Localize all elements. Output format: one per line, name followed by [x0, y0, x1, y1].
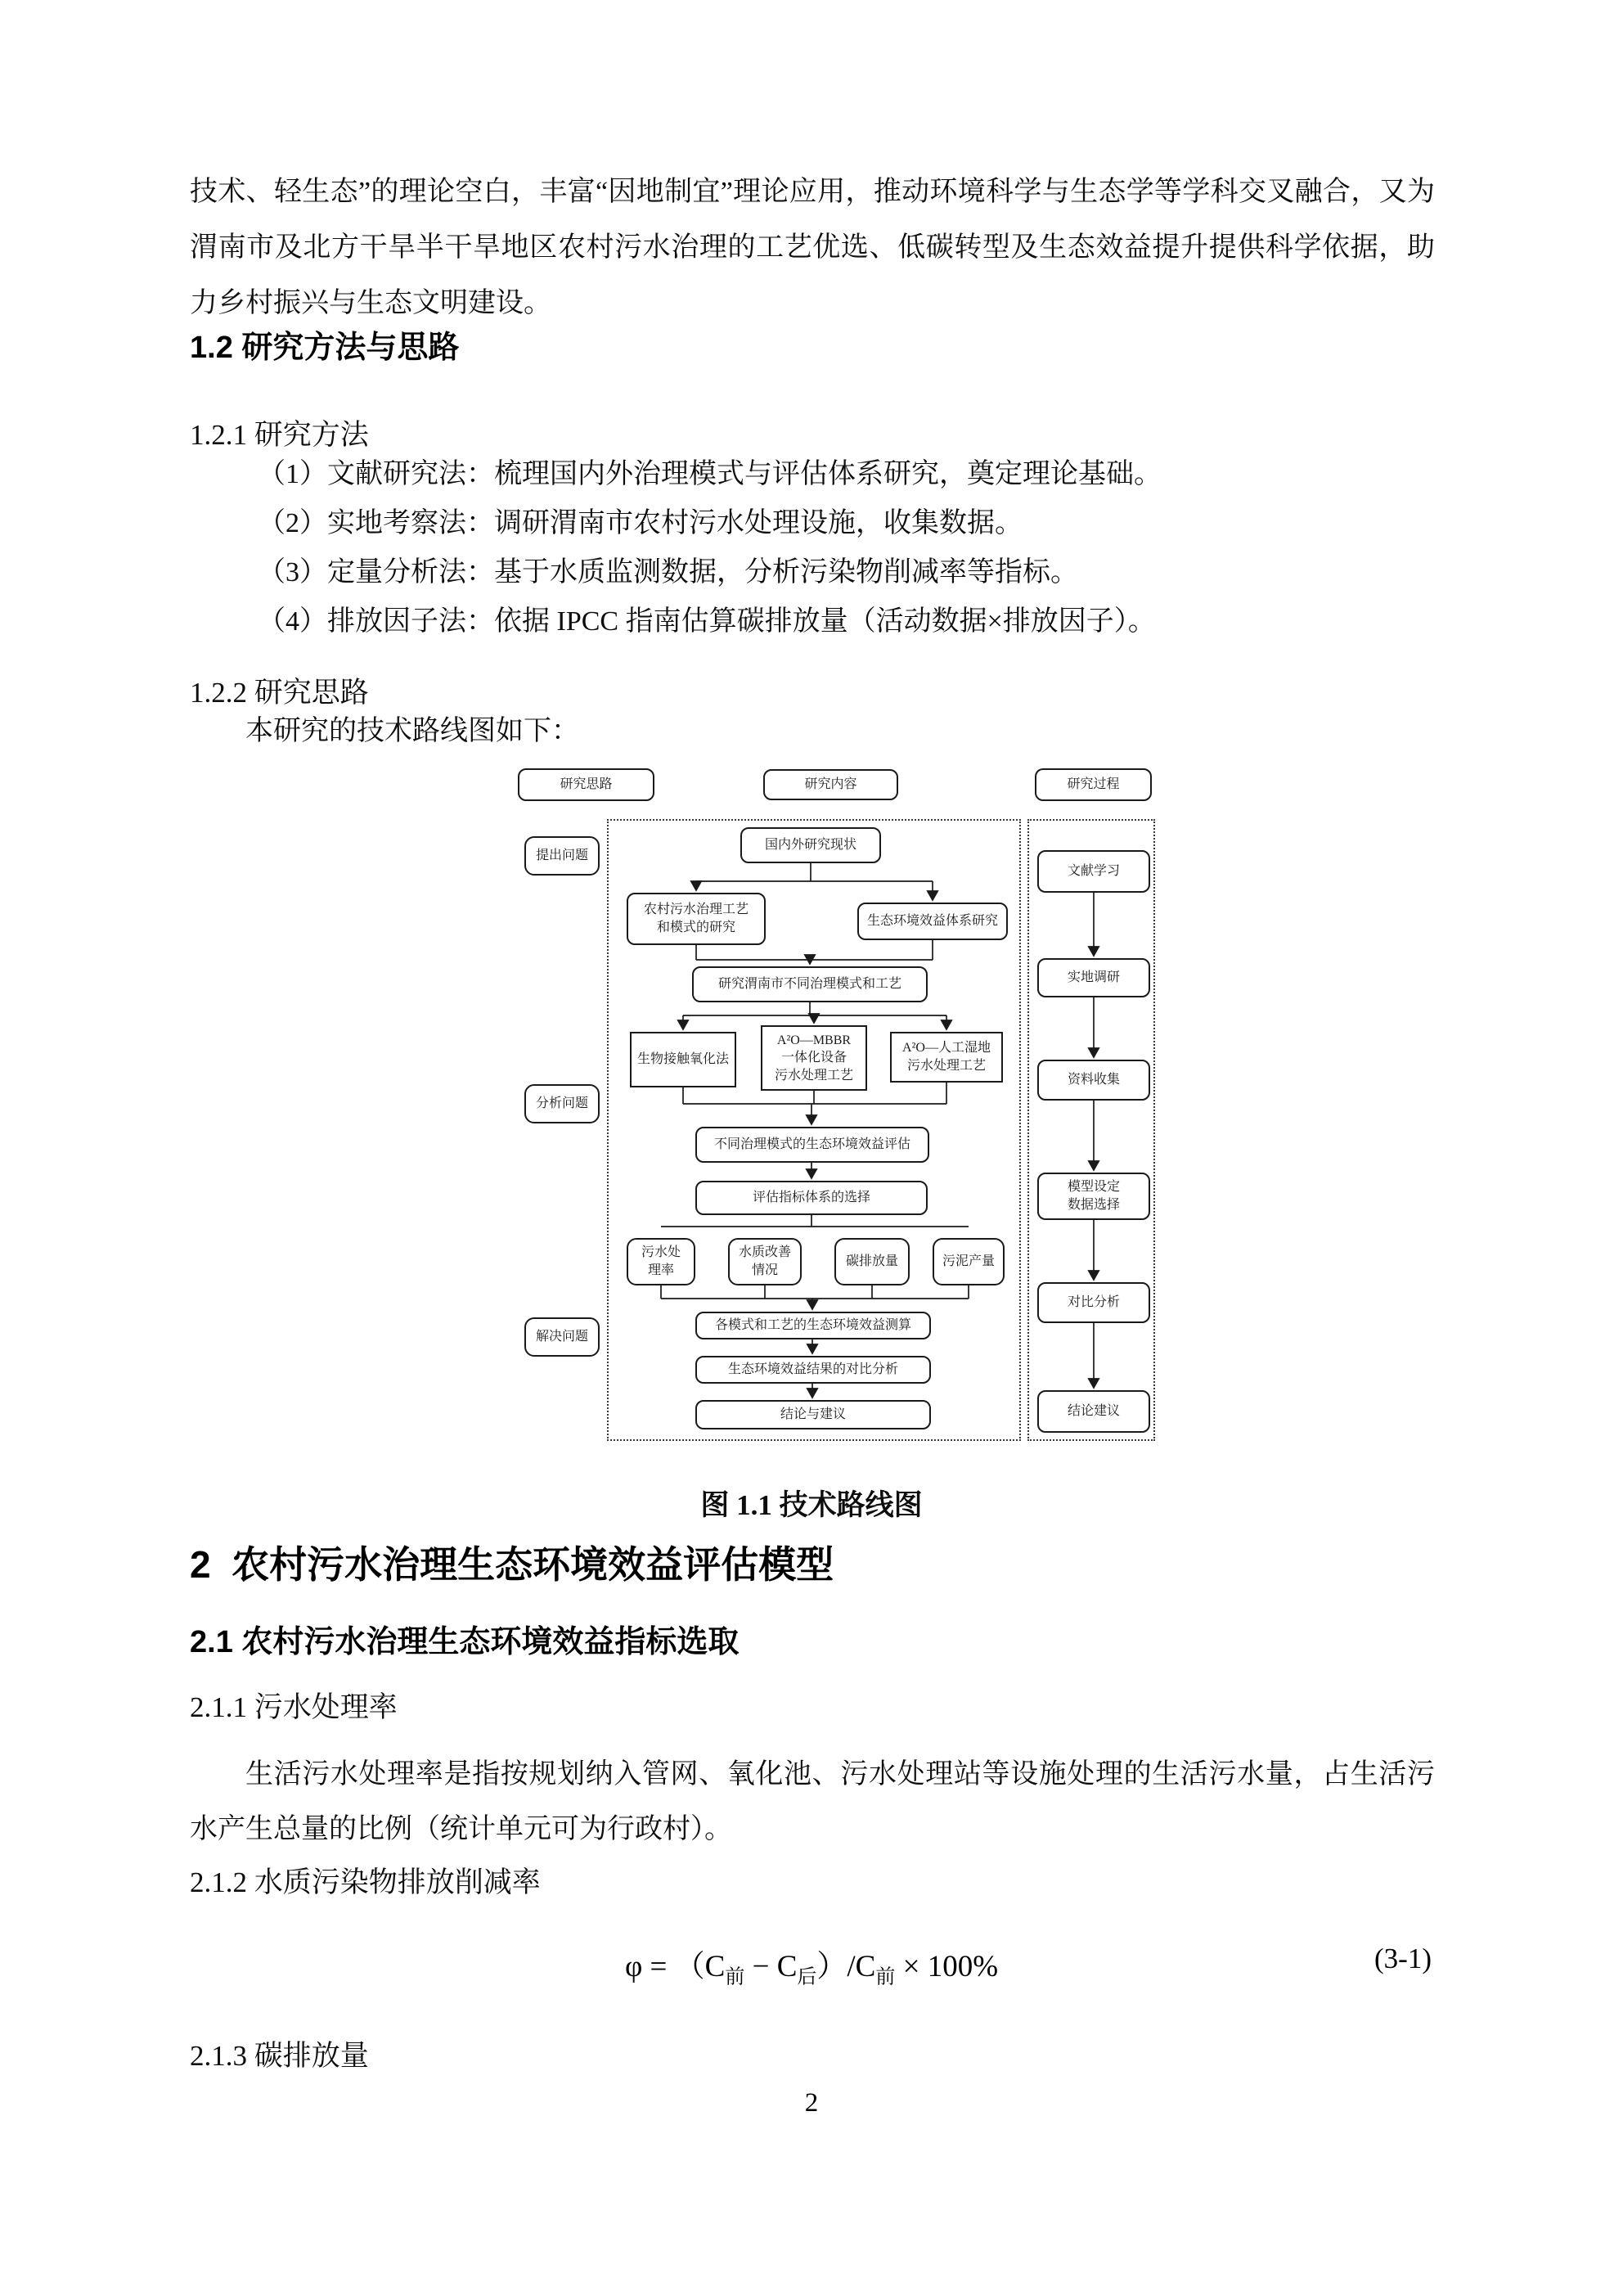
equation-subscript: 后 [797, 1966, 817, 1988]
equation-3-1 [0, 1941, 1623, 1988]
flow-node-label: 碳排放量 [845, 1254, 898, 1269]
flow-node-label: A²O—MBBR [776, 1033, 852, 1047]
flow-node-label: 不同治理模式的生态环境效益评估 [713, 1137, 910, 1152]
paragraph-2-1-1: 生活污水处理率是指按规划纳入管网、氧化池、污水处理站等设施处理的生活污水量，占生活污水产生总量的比例（统计单元可为行政村）。 [190, 1759, 1435, 1844]
flow-node-conclusion-suggestion [695, 1400, 931, 1429]
equation-part: ）/C [816, 1950, 876, 1983]
flow-node-indicator-selection [695, 1181, 928, 1215]
heading-chapter-2: 2 农村污水治理生态环境效益评估模型 [190, 1543, 834, 1586]
flow-node-label: 和模式的研究 [656, 921, 735, 934]
flow-header-label: 研究过程 [1067, 777, 1120, 792]
equation-part: × 100% [895, 1950, 999, 1983]
flow-node-label: 国内外研究现状 [764, 838, 856, 853]
flow-node-research-status [740, 827, 881, 863]
equation-subscript: 前 [875, 1966, 896, 1988]
flow-step-label: 模型设定 [1067, 1180, 1120, 1195]
heading-1-2-2: 1.2.2 研究思路 [190, 677, 369, 709]
flow-step-label: 资料收集 [1067, 1073, 1120, 1087]
flow-node-label: 生态环境效益结果的对比分析 [727, 1362, 898, 1377]
page-number: 2 [804, 2088, 819, 2118]
heading-1-2: 1.2 研究方法与思路 [190, 331, 460, 365]
flow-node-label: 污泥产量 [942, 1254, 995, 1269]
flow-node-label: 生态环境效益体系研究 [866, 914, 998, 929]
flow-node-label: 污水处理工艺 [774, 1068, 853, 1083]
flow-node-label: 各模式和工艺的生态环境效益测算 [714, 1318, 911, 1333]
flow-node-label: 情况 [751, 1263, 778, 1277]
flow-node-label: 水质改善 [738, 1245, 791, 1260]
equation-part: − C [744, 1950, 798, 1983]
flow-header-research-idea [518, 768, 654, 801]
equation-subscript: 前 [725, 1966, 745, 1988]
flow-node-eco-benefit-system [857, 903, 1008, 940]
equation-part: φ = （C [624, 1950, 726, 1983]
flow-node-a2o-mbbr [761, 1025, 867, 1091]
flow-node-biological-contact-oxidation [630, 1032, 736, 1087]
heading-2-1-2: 2.1.2 水质污染物排放削减率 [190, 1866, 541, 1898]
flow-node-label: A²O—人工湿地 [902, 1041, 991, 1056]
flow-step-literature-study [1037, 850, 1150, 893]
flow-step-model-setting [1037, 1173, 1150, 1220]
flow-header-research-content [763, 769, 898, 800]
flow-stage-label: 解决问题 [535, 1330, 588, 1344]
flow-step-data-collection [1037, 1060, 1150, 1101]
flow-node-a2o-wetland [890, 1032, 1003, 1083]
flow-header-label: 研究思路 [560, 777, 613, 792]
flow-step-label: 结论建议 [1067, 1404, 1120, 1419]
flow-step-label: 文献学习 [1067, 864, 1120, 879]
method-list [258, 458, 1436, 655]
flow-node-label: 污水处理工艺 [906, 1059, 986, 1073]
flow-step-label: 数据选择 [1067, 1198, 1120, 1212]
flow-node-label: 理率 [647, 1263, 674, 1277]
flow-node-label: 污水处 [641, 1245, 681, 1260]
flow-stage-solve-question [524, 1317, 600, 1357]
flow-stage-analyze-question [524, 1084, 600, 1123]
method-item-1: （1）文献研究法：梳理国内外治理模式与评估体系研究，奠定理论基础。 [258, 459, 1162, 489]
flow-step-label: 对比分析 [1067, 1295, 1120, 1310]
equation-expression [624, 1950, 999, 1988]
intro-paragraph: 技术、轻生态”的理论空白，丰富“因地制宜”理论应用，推动环境科学与生态学等学科交叉融合，又为渭南市及北方干旱半干旱地区农村污水治理的工艺优选、低碳转型及生态效益提升提供科学依据，助力乡村振兴与生态文明建设。 [190, 177, 1435, 318]
heading-2-1-3: 2.1.3 碳排放量 [190, 2040, 369, 2072]
flow-stage-label: 提出问题 [535, 849, 588, 863]
flow-header-research-process [1035, 768, 1152, 801]
figure-caption: 图 1.1 技术路线图 [700, 1489, 923, 1521]
roadmap-lead: 本研究的技术路线图如下： [245, 716, 579, 746]
flow-node-sewage-treatment-rate [627, 1238, 695, 1285]
flow-node-carbon-emission [834, 1238, 910, 1285]
heading-1-2-1: 1.2.1 研究方法 [190, 419, 369, 451]
flow-node-label: 结论与建议 [780, 1407, 846, 1422]
heading-2-1-1: 2.1.1 污水处理率 [190, 1691, 398, 1723]
flow-step-field-research [1037, 958, 1150, 997]
method-item-2: （2）实地考察法：调研渭南市农村污水处理设施，收集数据。 [258, 508, 1023, 538]
flow-node-benefit-calculation [695, 1312, 931, 1339]
flow-node-weinan-modes [692, 966, 928, 1002]
flow-stage-label: 分析问题 [535, 1096, 588, 1111]
flow-node-sludge-yield [933, 1238, 1005, 1285]
flowchart-process-frame [1027, 819, 1155, 1441]
flow-node-label: 一体化设备 [780, 1051, 847, 1065]
flow-node-label: 生物接触氧化法 [636, 1052, 729, 1067]
flow-header-label: 研究内容 [804, 777, 857, 792]
equation-number: (3-1) [1374, 1943, 1432, 1974]
flow-node-eco-benefit-evaluation [695, 1127, 929, 1163]
flow-node-rural-sewage-research [627, 893, 766, 945]
heading-2-1: 2.1 农村污水治理生态环境效益指标选取 [190, 1625, 740, 1659]
flow-node-label: 评估指标体系的选择 [752, 1191, 870, 1205]
flow-node-water-quality-improvement [728, 1238, 802, 1285]
flow-stage-raise-question [524, 836, 600, 876]
flow-step-comparative-analysis [1037, 1282, 1150, 1323]
method-item-3: （3）定量分析法：基于水质监测数据，分析污染物削减率等指标。 [258, 557, 1078, 588]
flow-node-comparison-analysis [695, 1356, 931, 1384]
flow-node-label: 农村污水治理工艺 [643, 903, 749, 917]
flow-node-label: 研究渭南市不同治理模式和工艺 [717, 977, 901, 992]
flow-step-label: 实地调研 [1067, 970, 1120, 985]
method-item-4: （4）排放因子法：依据 IPCC 指南估算碳排放量（活动数据×排放因子）。 [258, 606, 1156, 637]
flow-step-conclusion-suggestion [1037, 1390, 1150, 1433]
technical-roadmap-figure [491, 765, 1170, 1479]
